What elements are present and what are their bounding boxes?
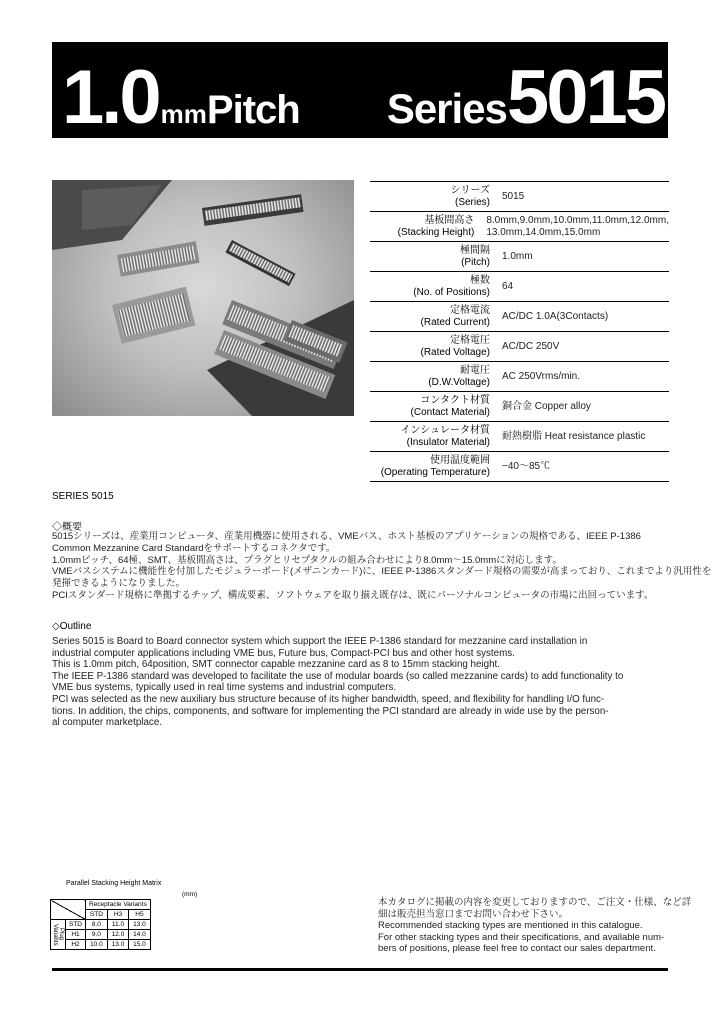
matrix-cell: 12.0 [107, 930, 128, 940]
spec-value: −40〜85℃ [502, 460, 551, 472]
matrix-row [51, 920, 151, 930]
spec-label-en: (Insulator Material) [406, 436, 490, 448]
jp-line: PCIスタンダード規格に準拠するチップ、構成要素、ソフトウェアを取り揃え既存は、既にパーソナルコンピュータの市場に出回っています。 [52, 589, 654, 601]
spec-value: 64 [502, 280, 514, 292]
spec-row-dw-voltage [370, 362, 669, 392]
matrix-title: Parallel Stacking Height Matrix [66, 880, 162, 887]
pitch-word: Pitch [206, 88, 300, 132]
matrix-col-header: STD [86, 910, 108, 920]
spec-label-en: (No. of Positions) [413, 286, 490, 298]
en-outline-text [52, 636, 672, 729]
pitch-title [62, 54, 300, 141]
spec-row-rated-voltage [370, 332, 669, 362]
matrix-cell: 8.0 [86, 920, 108, 930]
spec-label-jp: インシュレータ材質 [400, 424, 490, 436]
spec-label-en: (Contact Material) [410, 406, 490, 418]
spec-label-en: (Pitch) [461, 256, 490, 268]
note-line: Recommended stacking types are mentioned in this catalogue. [378, 920, 643, 931]
spec-row-contact-material [370, 392, 669, 422]
spec-label-en: (Rated Current) [420, 316, 490, 328]
spec-label-en: (Operating Temperature) [380, 466, 490, 478]
spec-table [370, 181, 669, 482]
matrix-cell: 13.0 [129, 920, 150, 930]
series-code-label: SERIES 5015 [52, 491, 114, 502]
spec-row-positions [370, 272, 669, 302]
pitch-number: 1.0 [62, 55, 159, 140]
note-line: bers of positions, please feel free to contact our sales department. [378, 943, 656, 954]
spec-label-en: (Stacking Height) [397, 226, 475, 238]
note-line: 本カタログに掲載の内容を変更しておりますので、ご注文・仕様、など詳 [378, 897, 692, 908]
series-title [387, 54, 664, 141]
spec-label-jp: シリーズ [450, 184, 490, 196]
title-banner [52, 42, 668, 138]
en-line: tions. In addition, the chips, components, and software for implementing the PCI standard are already in wide use by the person- [52, 705, 609, 717]
matrix-row [51, 930, 151, 940]
stacking-height-matrix [50, 899, 151, 950]
matrix-cell: 15.0 [129, 940, 150, 950]
matrix-row-group: Plug Variants [51, 920, 66, 950]
spec-label-en: (Series) [454, 196, 490, 208]
jp-outline-text [52, 531, 712, 602]
series-word: Series [386, 85, 507, 132]
spec-value: AC 250Vrms/min. [502, 370, 580, 382]
jp-line: 5015シリーズは、産業用コンピュータ、産業用機器に使用される、VMEバス、ホスト基板のアプリケーションの規格である、IEEE P-1386 [52, 531, 641, 542]
product-photo [52, 180, 354, 416]
en-line: industrial computer applications including VME bus, Future bus, Compact-PCI bus and other host systems. [52, 647, 515, 659]
en-line: This is 1.0mm pitch, 64position, SMT connector capable mezzanine card as 8 to 15mm stacking height. [52, 659, 500, 671]
footer-rule [52, 968, 668, 971]
matrix-cell: 14.0 [129, 930, 150, 940]
spec-label-jp: 耐電圧 [460, 364, 490, 376]
spec-label-jp: 基板間高さ [424, 214, 475, 226]
matrix-unit: (mm) [182, 891, 198, 898]
spec-value: 耐熱樹脂 Heat resistance plastic [502, 430, 646, 442]
spec-row-stacking-height [370, 212, 669, 242]
en-line: al computer marketplace. [52, 717, 162, 729]
en-line: PCI was selected as the new auxiliary bus structure because of its higher bandwidth, speed, and flexibility for handling I/O func- [52, 693, 605, 705]
spec-value: 1.0mm [502, 250, 533, 262]
jp-line: Common Mezzanine Card Standardをサポートするコネクタです。 [52, 542, 336, 554]
matrix-cell: 13.0 [107, 940, 128, 950]
matrix-corner [51, 900, 86, 920]
spec-row-operating-temperature [370, 452, 669, 482]
spec-label-jp: コンタクト材質 [420, 394, 490, 406]
spec-value: AC/DC 1.0A(3Contacts) [502, 310, 609, 322]
en-line: Series 5015 is Board to Board connector system which support the IEEE P-1386 standard for mezzanine card installation in [52, 636, 588, 647]
note-line: For other stacking types and their specifications, and available num- [378, 931, 665, 943]
spec-label-jp: 定格電流 [450, 304, 490, 316]
series-number: 5015 [506, 55, 664, 140]
matrix-cell: 9.0 [86, 930, 108, 940]
catalogue-note [378, 897, 692, 955]
pitch-unit: mm [160, 99, 207, 129]
en-line: The IEEE P-1386 standard was developed to facilitate the use of modular boards (so called mezzanine cards) to add functionality to [52, 670, 624, 682]
spec-value: 5015 [502, 190, 525, 202]
spec-label-jp: 使用温度範囲 [430, 454, 490, 466]
jp-line: 発揮できるようになりました。 [52, 578, 186, 590]
spec-row-rated-current [370, 302, 669, 332]
matrix-cell: 11.0 [107, 920, 128, 930]
matrix-row-label: STD [66, 920, 86, 930]
spec-row-insulator-material [370, 422, 669, 452]
spec-label-jp: 極数 [470, 274, 490, 286]
jp-outline-heading: ◇概要 [52, 522, 82, 533]
matrix-cell: 10.0 [86, 940, 108, 950]
spec-row-series [370, 181, 669, 212]
matrix-row [51, 940, 151, 950]
jp-line: 1.0mmピッチ、64極、SMT、基板間高さは、プラグとリセプタクルの組み合わせにより8.0mm〜15.0mmに対応します。 [52, 554, 562, 566]
jp-line: VMEバスシステムに機能性を付加したモジュラーボード(メザニンカード)に、IEEE P-1386スタンダード規格の需要が高まっており、これまでより汎用性を [52, 566, 712, 578]
connector-illustration [52, 180, 354, 416]
note-line: 細は販売担当窓口までお問い合わせ下さい。 [378, 908, 569, 920]
matrix-col-header: H5 [129, 910, 150, 920]
en-outline-heading: ◇Outline [52, 621, 92, 632]
matrix-row-label: H1 [66, 930, 86, 940]
spec-value: 8.0mm,9.0mm,10.0mm,11.0mm,12.0mm, 13.0mm,14.0mm,15.0mm [486, 214, 669, 238]
matrix-row-label: H2 [66, 940, 86, 950]
spec-value: 銅合金 Copper alloy [502, 400, 591, 412]
spec-label-jp: 定格電圧 [450, 334, 490, 346]
spec-row-pitch [370, 242, 669, 272]
spec-label-en: (D.W.Voltage) [428, 376, 490, 388]
spec-label-en: (Rated Voltage) [420, 346, 490, 358]
spec-value: AC/DC 250V [502, 340, 560, 352]
spec-label-jp: 極間隔 [460, 244, 490, 256]
matrix-col-group: Receptacle Variants [86, 900, 151, 910]
en-line: VME bus systems, typically used in real time systems and industrial computers. [52, 682, 397, 694]
matrix-col-header: H3 [107, 910, 128, 920]
